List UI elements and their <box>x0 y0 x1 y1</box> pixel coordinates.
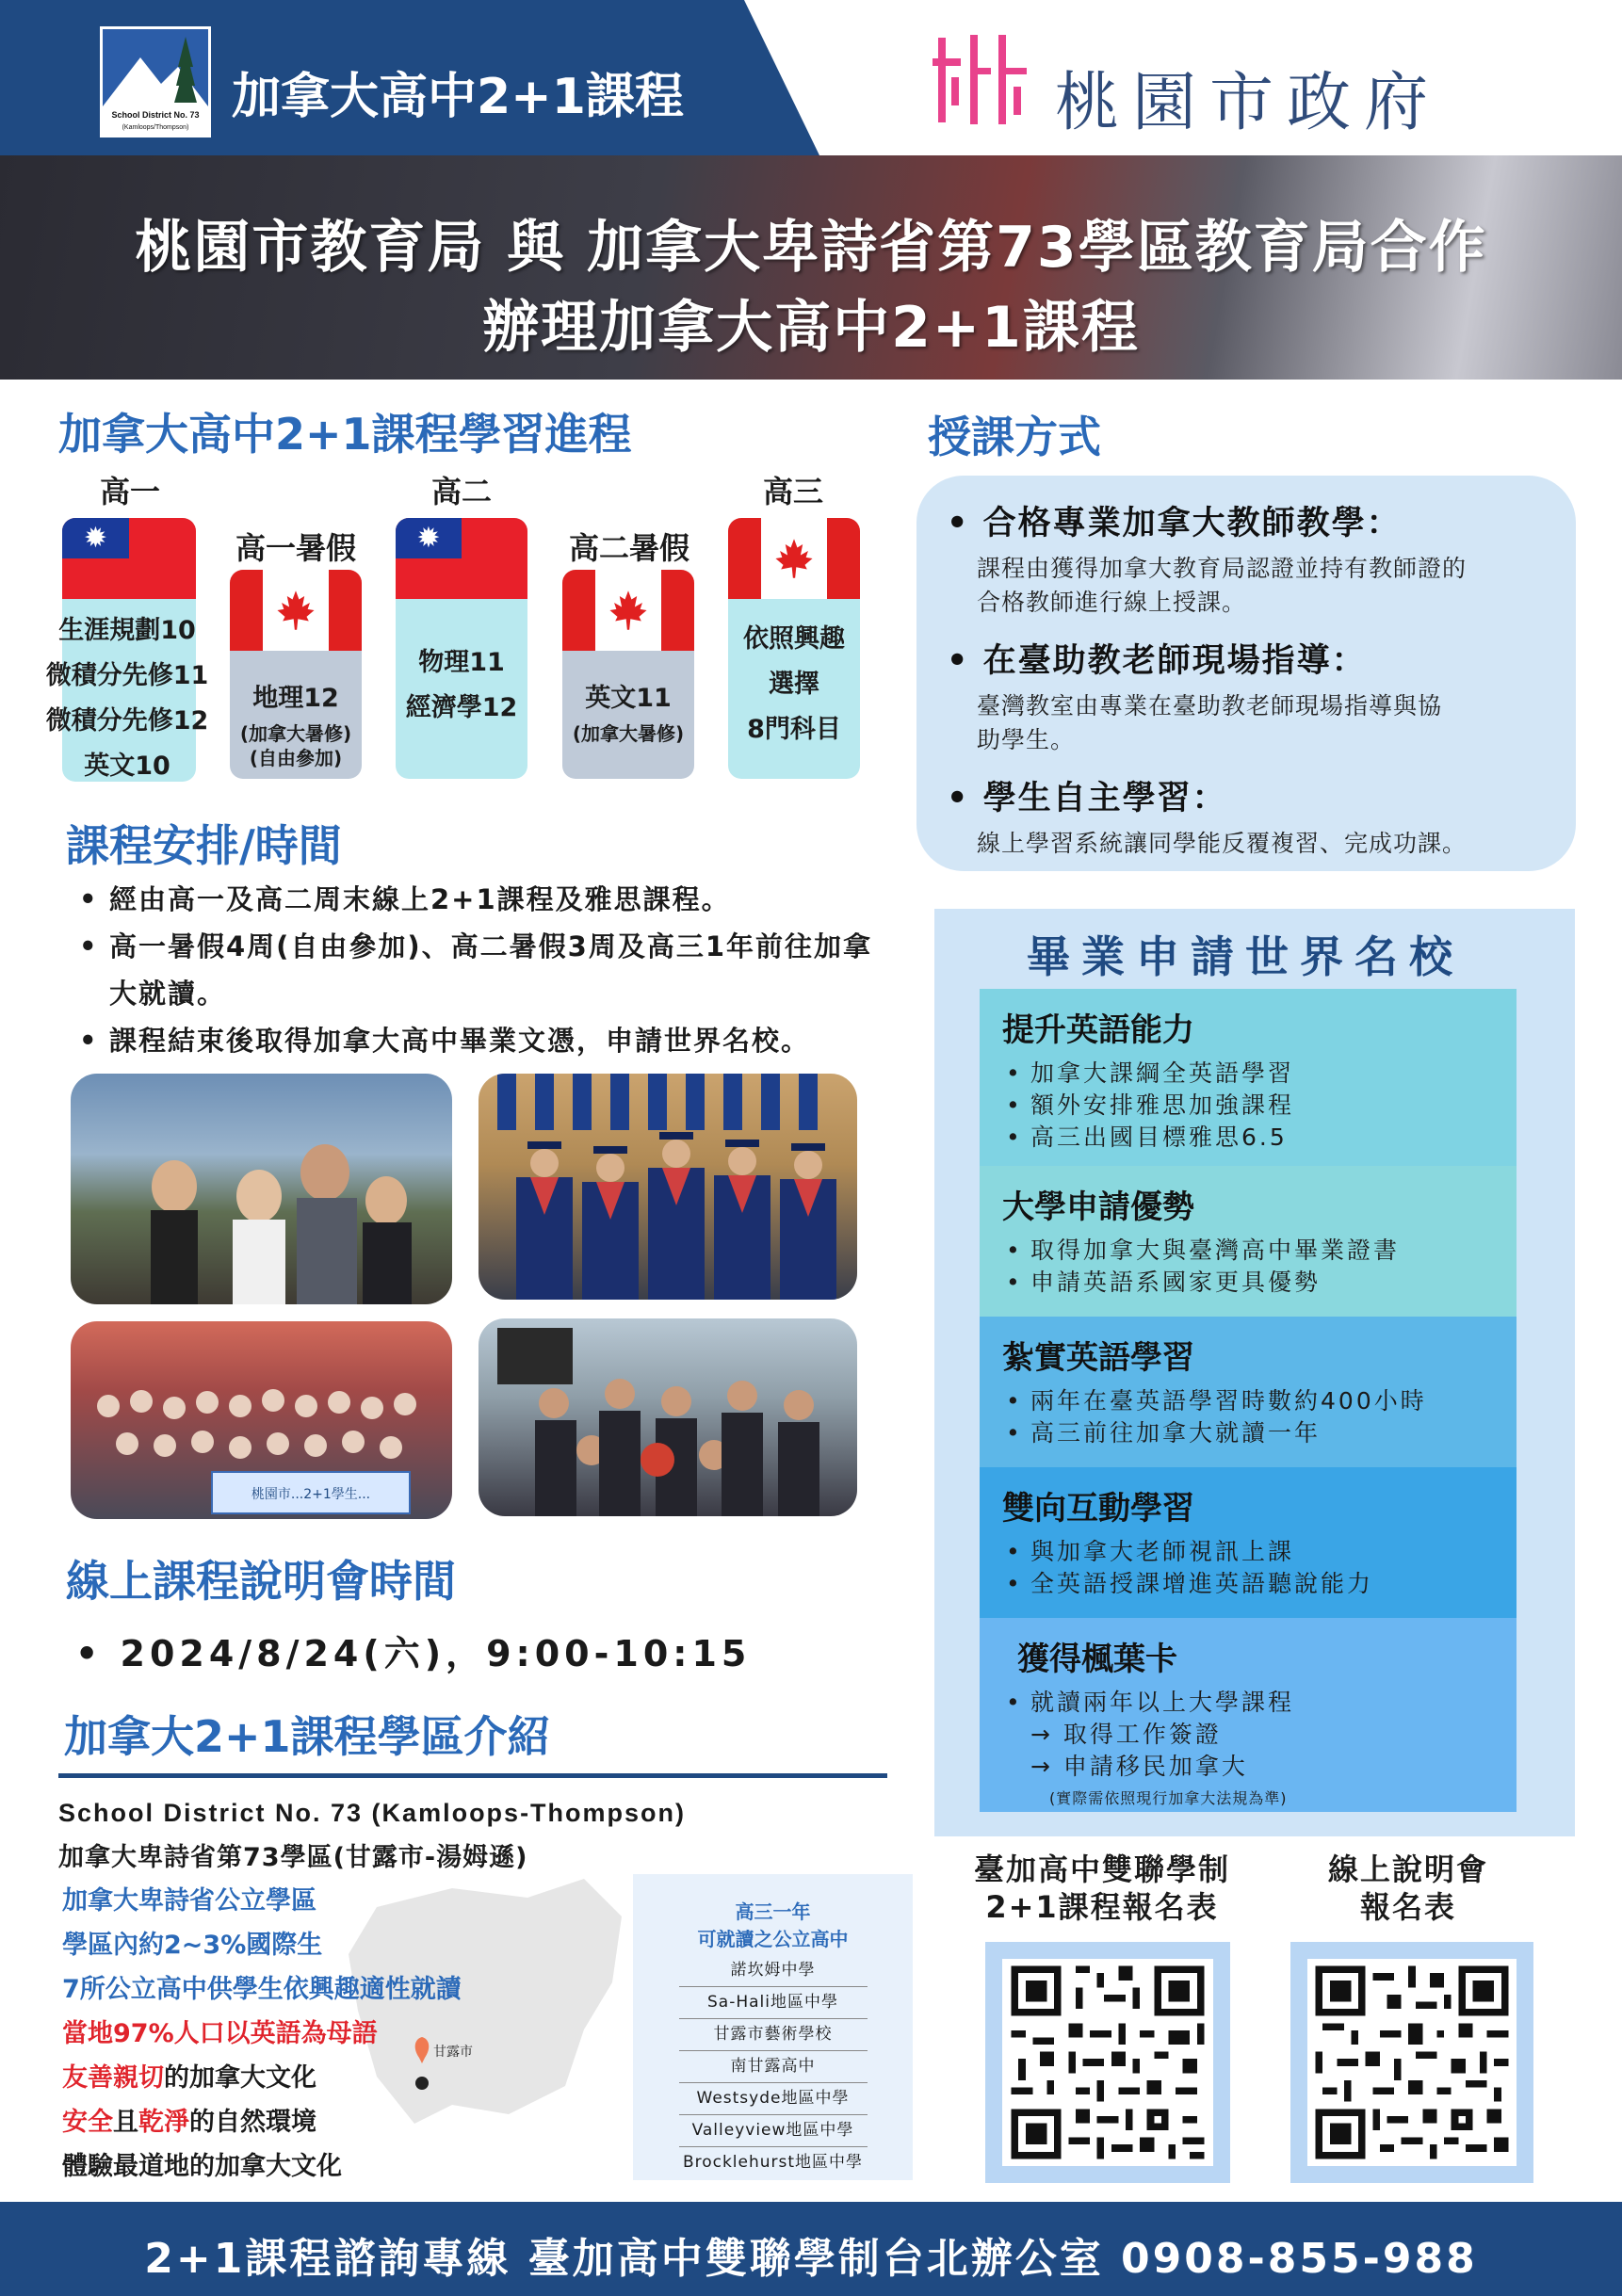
subject: 生涯規劃10 <box>58 616 196 645</box>
highlight: 安全 <box>62 2108 113 2137</box>
school-district-logo <box>100 26 211 137</box>
list-item: • 申請英語系國家更具優勢 <box>1002 1267 1494 1299</box>
schedule-bullet: • 課程結束後取得加拿大高中畢業文憑，申請世界名校。 <box>75 1017 895 1064</box>
graduation-box <box>980 1317 1517 1467</box>
graduation-box-head: 獲得楓葉卡 <box>1017 1641 1177 1678</box>
subject: 微積分先修11 <box>45 661 209 690</box>
stage-label: 高二暑假 <box>568 530 689 566</box>
text: 的加拿大文化 <box>164 2063 316 2093</box>
list-item: • 兩年在臺英語學習時數約400小時 <box>1002 1385 1494 1417</box>
school-item: Valleyview地區中學 <box>679 2115 868 2147</box>
bullet-icon: • <box>947 505 983 542</box>
graduation-box-head: 提升英語能力 <box>1002 1011 1194 1049</box>
photo-airport-group <box>71 1321 452 1519</box>
schools-title: 高三一年 <box>735 1900 811 1923</box>
map-label: 甘露市 <box>433 2045 473 2060</box>
school-item: Westsyde地區中學 <box>679 2083 868 2115</box>
graduation-title: 畢業申請世界名校 <box>1027 931 1464 982</box>
graduation-box-list <box>1002 1058 1494 1154</box>
schedule-title: 課程安排/時間 <box>66 820 342 871</box>
subject-note: (自由參加) <box>249 747 343 769</box>
teaching-title: 授課方式 <box>928 412 1101 462</box>
list-item: → 申請移民加拿大 <box>1030 1753 1248 1780</box>
qr-label-right <box>1276 1851 1540 1926</box>
graduation-box-list <box>1002 1385 1494 1449</box>
stage-label: 高一 <box>99 474 160 509</box>
photo-banner-text: 桃園市...2+1學生... <box>251 1487 371 1502</box>
canada-flag-icon <box>562 570 694 651</box>
subject: 選擇 <box>769 670 819 699</box>
graduation-note: (實際需依照現行加拿大法規為準) <box>1049 1789 1288 1807</box>
schedule-bullet: • 高一暑假4周(自由參加)、高二暑假3周及高三1年前往加拿大就讀。 <box>75 923 895 1017</box>
bullet-icon: • <box>947 780 983 817</box>
graduation-box <box>980 1166 1517 1317</box>
logo-subtext: (Kamloops/Thompson) <box>122 124 189 131</box>
graduation-box-list <box>1002 1536 1494 1600</box>
stage-items <box>396 640 527 731</box>
qr-label-left <box>942 1851 1262 1926</box>
subject: 物理11 <box>418 648 505 677</box>
schools-subtitle: 可就讀之公立高中 <box>697 1928 849 1950</box>
list-item: • 高三出國目標雅思6.5 <box>1002 1122 1494 1154</box>
teaching-item-head: • 學生自主學習： <box>947 780 1227 817</box>
graduation-box <box>980 1467 1517 1618</box>
logo-text: School District No. 73 <box>111 110 200 120</box>
school-item: 南甘露高中 <box>679 2051 868 2083</box>
teaching-item-body: 臺灣教室由專業在臺助教老師現場指導與協 助學生。 <box>977 692 1443 753</box>
district-feature <box>62 2056 462 2100</box>
taoyuan-logo-icon <box>933 30 1027 129</box>
list-item: → 取得工作簽證 <box>1030 1721 1222 1748</box>
teaching-item-head: • 合格專業加拿大教師教學： <box>947 505 1402 542</box>
list-item: • 取得加拿大與臺灣高中畢業證書 <box>1002 1235 1494 1267</box>
subject: 地理12 <box>252 684 339 713</box>
teaching-items <box>947 497 1549 861</box>
subject-note: (加拿大暑修) <box>239 722 352 745</box>
list-item: • 額外安排雅思加強課程 <box>1002 1090 1494 1122</box>
schools-box <box>633 1874 913 2180</box>
stage-label: 高二 <box>430 474 492 509</box>
subject: 英文11 <box>585 684 672 713</box>
text: 的自然環境 <box>189 2108 316 2137</box>
stage-items <box>230 676 362 770</box>
subject: 英文10 <box>84 752 170 781</box>
stage-items <box>38 608 217 789</box>
stage-items <box>562 676 694 746</box>
teaching-item-body: 課程由獲得加拿大教育局認證並持有教師證的 合格教師進行線上授課。 <box>977 555 1468 616</box>
teaching-item-body: 線上學習系統讓同學能反覆複習、完成功課。 <box>977 830 1468 857</box>
graduation-box-head: 雙向互動學習 <box>1002 1490 1194 1528</box>
list-item: • 全英語授課增進英語聽說能力 <box>1002 1568 1494 1600</box>
stage-label: 高一暑假 <box>235 530 356 566</box>
banner-title-line2: 辦理加拿大高中2+1課程 <box>482 295 1140 361</box>
subject: 經濟學12 <box>405 693 518 722</box>
district-feature: 當地97%人口以英語為母語 <box>62 2019 378 2048</box>
subject: 依照興趣 <box>743 624 845 654</box>
list-item: • 與加拿大老師視訊上課 <box>1002 1536 1494 1568</box>
graduation-box-head: 紮實英語學習 <box>1002 1339 1194 1377</box>
banner-title-line1: 桃園市教育局 與 加拿大卑詩省第73學區教育局合作 <box>135 215 1487 281</box>
graduation-box-list <box>1002 1235 1494 1299</box>
qr-label-line: 2+1課程報名表 <box>985 1889 1219 1925</box>
taiwan-flag-icon: ✹ <box>396 518 527 599</box>
graduation-box <box>980 1618 1517 1812</box>
school-item: Brocklehurst地區中學 <box>682 2153 864 2172</box>
qr-label-line: 臺加高中雙聯學制 <box>973 1851 1230 1887</box>
list-item: • 高三前往加拿大就讀一年 <box>1002 1417 1494 1449</box>
qr-code-info-session[interactable] <box>1290 1942 1533 2183</box>
district-feature <box>62 2100 462 2144</box>
qr-label-line: 線上說明會 <box>1327 1851 1488 1887</box>
photo-classroom-group <box>478 1318 857 1516</box>
schedule-bullet: • 經由高一及高二周末線上2+1課程及雅思課程。 <box>75 876 895 923</box>
bullet-icon: • <box>75 1633 121 1674</box>
district-feature: 7所公立高中供學生依興趣適性就讀 <box>62 1975 462 2004</box>
district-title: 加拿大2+1課程學區介紹 <box>64 1711 551 1762</box>
photo-graduation <box>478 1074 857 1300</box>
gov-name: 桃園市政府 <box>1055 66 1442 140</box>
school-item: Sa-Hali地區中學 <box>679 1987 868 2019</box>
photo-students-outdoor <box>71 1074 452 1304</box>
canada-flag-icon <box>230 570 362 651</box>
school-item: 甘露市藝術學校 <box>679 2019 868 2051</box>
highlight: 乾淨 <box>138 2108 189 2137</box>
district-feature: 學區內約2~3%國際生 <box>62 1931 323 1960</box>
header-title: 加拿大高中2+1課程 <box>232 69 684 125</box>
footer-hotline: 2+1課程諮詢專線 臺加高中雙聯學制台北辦公室 0908-855-988 <box>144 2235 1478 2283</box>
bullet-icon: • <box>947 642 983 680</box>
stage-card <box>562 570 694 779</box>
info-session-datetime <box>75 1625 751 1676</box>
divider <box>58 1773 887 1778</box>
schools-list <box>679 1955 868 2178</box>
district-features <box>62 1879 462 2189</box>
info-session-title: 線上課程說明會時間 <box>66 1556 456 1607</box>
highlight: 友善親切 <box>62 2063 164 2093</box>
stage-items <box>728 617 860 752</box>
qr-label-line: 報名表 <box>1359 1889 1456 1925</box>
subject-note: (加拿大暑修) <box>572 722 685 745</box>
stage-label: 高三 <box>762 474 823 509</box>
district-feature: 體驗最道地的加拿大文化 <box>62 2152 342 2181</box>
district-name-en: School District No. 73 (Kamloops-Thompson) <box>58 1799 687 1827</box>
text: 且 <box>113 2108 138 2137</box>
subject: 微積分先修12 <box>45 706 209 736</box>
district-name-zh: 加拿大卑詩省第73學區(甘露市-湯姆遜) <box>58 1843 528 1872</box>
teaching-item-head: • 在臺助教老師現場指導： <box>947 642 1367 680</box>
info-session-date: 2024/8/24(六)，9:00-10:15 <box>120 1633 752 1674</box>
progress-title: 加拿大高中2+1課程學習進程 <box>58 409 632 460</box>
graduation-box-head: 大學申請優勢 <box>1002 1188 1194 1226</box>
taiwan-flag-icon: ✹ <box>62 518 196 599</box>
list-item: • 就讀兩年以上大學課程 <box>1002 1687 1494 1719</box>
schedule-list <box>75 876 895 1064</box>
list-item: • 加拿大課綱全英語學習 <box>1002 1058 1494 1090</box>
graduation-box-list <box>1002 1687 1494 1783</box>
subject: 8門科目 <box>747 715 841 744</box>
graduation-box <box>980 989 1517 1166</box>
school-item: 諾坎姆中學 <box>679 1955 868 1987</box>
qr-code-registration[interactable] <box>985 1942 1230 2183</box>
district-feature: 加拿大卑詩省公立學區 <box>62 1886 316 1916</box>
canada-flag-icon <box>728 518 860 599</box>
